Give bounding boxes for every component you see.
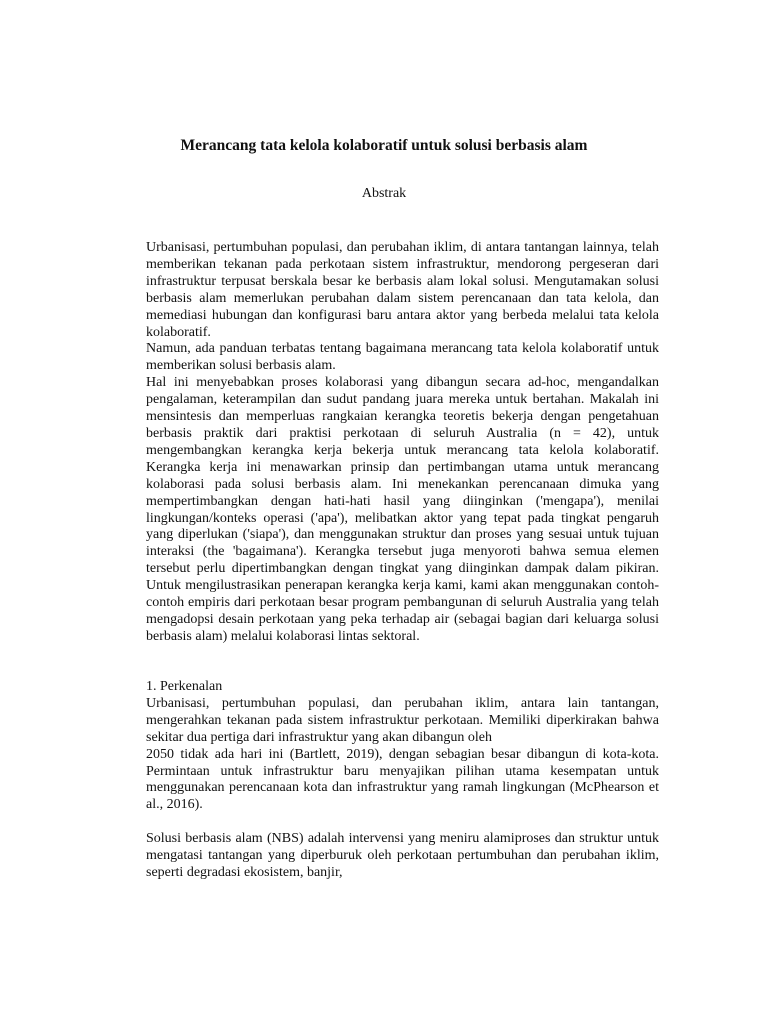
intro-paragraph-1b: 2050 tidak ada hari ini (Bartlett, 2019), dengan sebagian besar dibangun di kota-kota. Permintaan untuk infrastruktur baru menyajikan pilihan utama kesempatan untuk menggunakan perencanaan kota dan infrastruktur yang ramah lingkungan (McPhearson et al., 2016). [146,746,659,813]
intro-paragraph-2: Solusi berbasis alam (NBS) adalah intervensi yang meniru alamiproses dan struktur untuk mengatasi tantangan yang diperburuk oleh perkotaan pertumbuhan dan perubahan iklim, seperti degradasi ekosistem, banjir, [146,831,659,881]
intro-paragraph-1a: Urbanisasi, pertumbuhan populasi, dan perubahan iklim, antara lain tantangan, mengerahkan tekanan pada sistem infrastruktur perkotaan. Memiliki diperkirakan bahwa sekitar dua pertiga dari infrastruktur yang akan dibangun oleh [146,695,659,745]
abstract-heading: Abstrak [361,186,407,201]
abstract-paragraph-1: Urbanisasi, pertumbuhan populasi, dan perubahan iklim, di antara tantangan lainnya, telah memberikan tekanan pada perkotaan sistem infrastruktur, mendorong pergeseran dari infrastruktur terpusat berskala besar ke berbasis alam lokal solusi. Mengutamakan solusi berbasis alam memerlukan perubahan dalam sistem perencanaan dan tata kelola, dan memediasi hubungan dan konfigurasi baru antara aktor yang berbeda melalui tata kelola kolaboratif. [146,240,659,340]
section-heading: 1. Perkenalan [146,679,223,694]
paragraph-gap [146,814,659,831]
abstract-body [146,240,659,646]
document-title: Merancang tata kelola kolaboratif untuk solusi berbasis alam [180,137,588,154]
section-introduction [146,679,659,882]
abstract-paragraph-3: Hal ini menyebabkan proses kolaborasi yang dibangun secara ad-hoc, mengandalkan pengalaman, keterampilan dan sudut pandang juara mereka untuk bertahan. Makalah ini mensintesis dan memperluas rangkaian kerangka teoretis bekerja dengan pengetahuan berbasis praktik dari praktisi perkotaan di seluruh Australia (n = 42), untuk mengembangkan kerangka kerja bekerja untuk merancang tata kelola kolaboratif. Kerangka kerja ini menawarkan prinsip dan pertimbangan utama untuk merancang kolaborasi pada solusi berbasis alam. Ini menekankan perencanaan dimuka yang mempertimbangkan dengan hati-hati hasil yang diinginkan ('mengapa'), menilai lingkungan/konteks operasi ('apa'), melibatkan aktor yang tepat pada tingkat pengaruh yang diperlukan ('siapa'), dan menggunakan struktur dan proses yang sesuai untuk tujuan interaksi (the 'bagaimana'). Kerangka tersebut juga menyoroti bahwa semua elemen tersebut perlu dipertimbangkan dengan tingkat yang diinginkan dampak dalam pikiran. Untuk mengilustrasikan penerapan kerangka kerja kami, kami akan menggunakan contoh-contoh empiris dari perkotaan besar program pembangunan di seluruh Australia yang telah mengadopsi desain perkotaan yang peka terhadap air (sebagai bagian dari keluarga solusi berbasis alam) melalui kolaborasi lintas sektoral. [146,375,659,644]
abstract-paragraph-2: Namun, ada panduan terbatas tentang bagaimana merancang tata kelola kolaboratif untuk memberikan solusi berbasis alam. [146,341,659,374]
